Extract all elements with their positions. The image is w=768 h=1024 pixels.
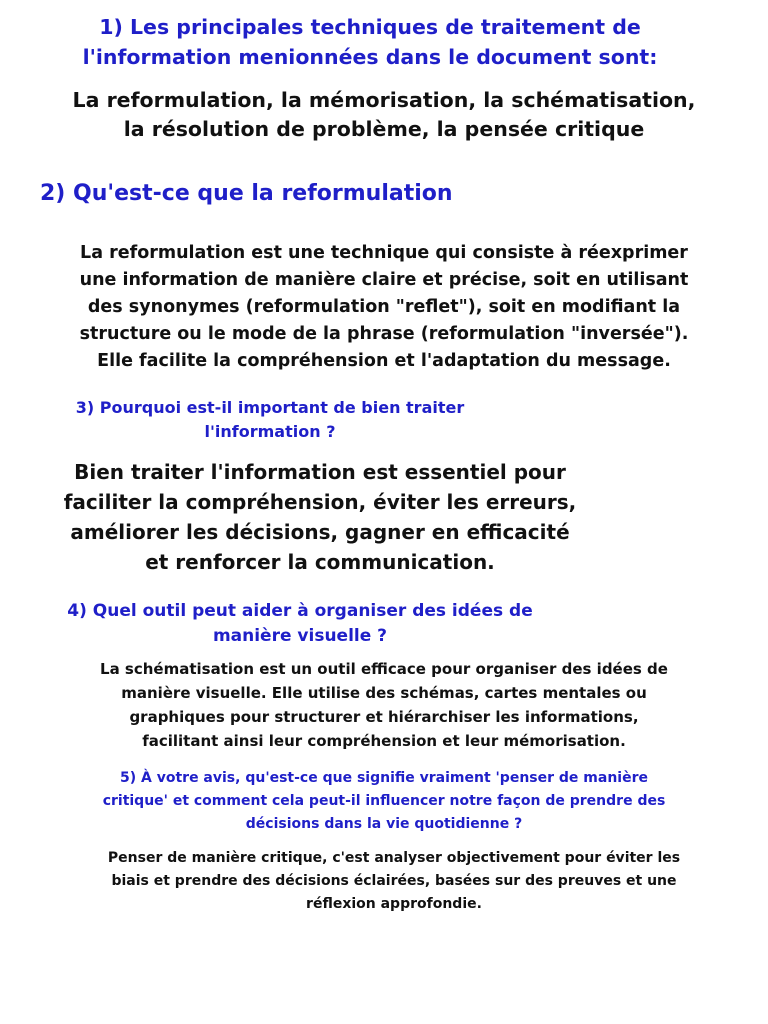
answer-5-line: Penser de manière critique, c'est analyser objectivement pour éviter les (107, 850, 681, 866)
question-4-line: 4) Quel outil peut aider à organiser des idées de (67, 601, 533, 621)
question-2-heading (40, 179, 453, 209)
answer-5-line: biais et prendre des décisions éclairées, basées sur des preuves et une (111, 873, 677, 889)
answer-4-line: manière visuelle. Elle utilise des schémas, cartes mentales ou (121, 684, 647, 702)
question-3-line: 3) Pourquoi est-il important de bien traiter (75, 398, 465, 417)
answer-5-text (30, 847, 758, 916)
answer-1-text (20, 86, 748, 144)
answer-4-line: La schématisation est un outil efficace pour organiser des idées de (100, 660, 668, 678)
answer-3-line: améliorer les décisions, gagner en efficacité (70, 520, 570, 544)
answer-3-line: Bien traiter l'information est essentiel pour (74, 460, 566, 484)
question-1-line: 1) Les principales techniques de traitement de (99, 15, 641, 39)
answer-2-line: des synonymes (reformulation "reflet"), soit en modifiant la (87, 297, 681, 317)
question-1-line: l'information menionnées dans le document sont: (82, 45, 658, 69)
answer-2-text (16, 240, 752, 375)
question-5-line: décisions dans la vie quotidienne ? (245, 816, 523, 832)
answer-3-line: faciliter la compréhension, éviter les erreurs, (63, 490, 577, 514)
answer-2-line: La reformulation est une technique qui consiste à réexprimer (80, 243, 688, 263)
question-5-heading (20, 767, 748, 836)
question-4-line: manière visuelle ? (212, 626, 388, 646)
question-3-line: l'information ? (204, 422, 336, 441)
question-1-heading (20, 12, 720, 72)
answer-2-line: Elle facilite la compréhension et l'adaptation du message. (97, 351, 671, 371)
answer-5-line: réflexion approfondie. (306, 896, 482, 912)
question-5-line: critique' et comment cela peut-il influencer notre façon de prendre des (102, 793, 666, 809)
answer-2-line: structure ou le mode de la phrase (reformulation "inversée"). (79, 324, 689, 344)
question-5-line: 5) À votre avis, qu'est-ce que signifie vraiment 'penser de manière (120, 770, 648, 786)
answer-4-line: facilitant ainsi leur compréhension et leur mémorisation. (142, 732, 626, 750)
answer-4-line: graphiques pour structurer et hiérarchiser les informations, (129, 708, 639, 726)
answer-3-line: et renforcer la communication. (145, 550, 495, 574)
question-2-line: 2) Qu'est-ce que la reformulation (40, 181, 453, 206)
answer-1-line: la résolution de problème, la pensée critique (123, 117, 645, 141)
answer-4-text (20, 657, 748, 753)
question-3-heading (20, 396, 520, 444)
answer-3-text (20, 457, 620, 577)
answer-2-line: une information de manière claire et précise, soit en utilisant (79, 270, 689, 290)
question-4-heading (20, 599, 580, 649)
answer-1-line: La reformulation, la mémorisation, la schématisation, (72, 88, 696, 112)
